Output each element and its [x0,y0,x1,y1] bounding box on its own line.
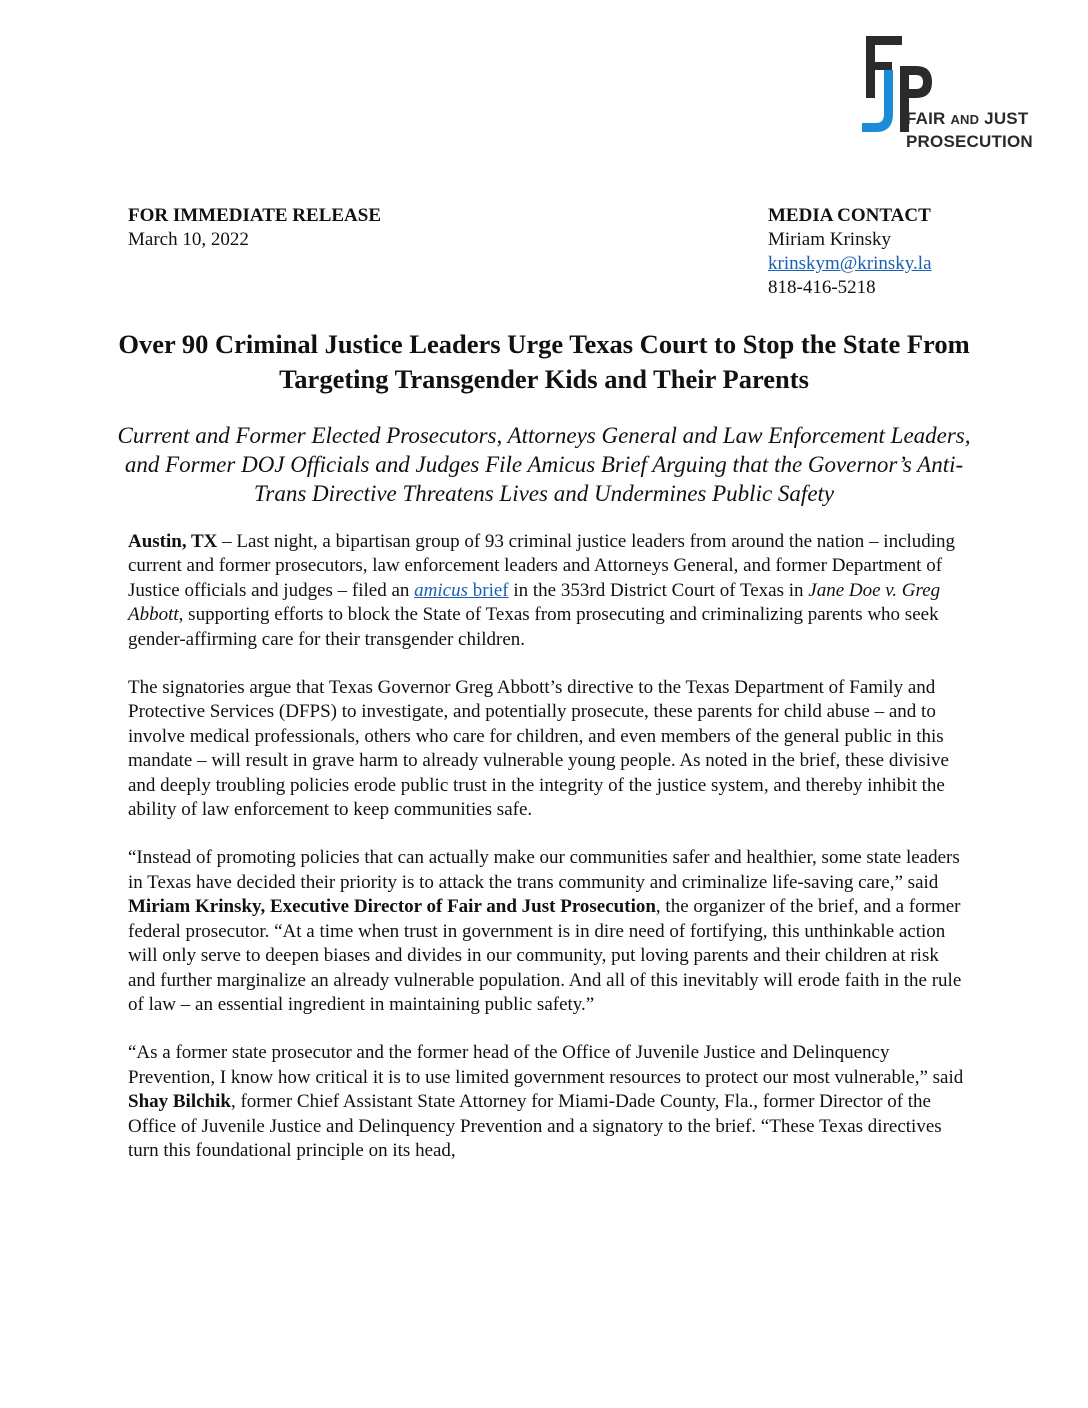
p4-text-b: , former Chief Assistant State Attorney for Miami-Dade County, Fla., former Director of the Office of Juvenile Justice and Delinquency Prevention and a signatory to the brief. “These Texas directives turn this foundational principle on its head, [128,1091,942,1161]
p4-speaker: Shay Bilchik [128,1091,231,1113]
paragraph-2: The signatories argue that Texas Governor Greg Abbott’s directive to the Texas Department of Family and Protective Services (DFPS) to investigate, and potentially prosecute, these parents for child abuse – and to involve medical professionals, others who care for children, and even members of the general public in this mandate – will result in grave harm to already vulnerable young people. As noted in the brief, these divisive and deeply troubling policies erode public trust in the integrity of the justice system, and thereby inhibit the ability of law enforcement to keep communities safe. [128,677,949,821]
article-body [128,530,970,1187]
amicus-brief-link[interactable] [414,580,508,601]
p1-text-c: , supporting efforts to block the State of Texas from prosecuting and criminalizing parents who seek gender-affirming care for their transgender children. [128,604,939,650]
p1-text-a: – Last night, a bipartisan group of 93 criminal justice leaders from around the nation – including current and former prosecutors, law enforcement leaders and Attorneys General, and former Department of Justice officials and judges – filed an [128,531,956,601]
media-contact-label: MEDIA CONTACT [768,205,931,226]
amicus-brief-link-rest: brief [468,579,509,601]
dateline: Austin, TX [128,531,218,552]
release-date: March 10, 2022 [128,229,249,250]
logo-just: JUST [984,109,1029,128]
paragraph-4 [128,1041,970,1163]
logo-wordmark [906,108,1033,153]
p1-text-b: in the 353rd District Court of Texas in [508,579,809,601]
media-contact [768,204,932,300]
release-info [128,204,381,252]
fjp-logo [862,36,1058,156]
p3-text-a: “Instead of promoting policies that can actually make our communities safer and healthier, some state leaders in Texas have decided their priority is to attack the trans community and criminalize life-saving care,” said [128,847,960,893]
p3-text-b: , the organizer of the brief, and a former federal prosecutor. “At a time when trust in government is in dire need of fortifying, this unthinkable action will only serve to deepen biases and divides in our community, put loving parents and their children at risk and further marginalize an already vulnerable population. And all of this inevitably will erode faith in the rule of law – an essential ingredient in maintaining public safety.” [128,896,962,1015]
media-contact-name: Miriam Krinsky [768,229,891,250]
logo-fair: FAIR [906,109,946,128]
paragraph-1 [128,530,970,652]
logo-and: AND [950,112,980,127]
media-contact-phone: 818-416-5218 [768,277,876,298]
p4-text-a: “As a former state prosecutor and the former head of the Office of Juvenile Justice and Delinquency Prevention, I know how critical it is to use limited government resources to protect our most vulnerable,” said [128,1042,964,1088]
case-name: Jane Doe v. Greg Abbott [128,579,941,626]
subheadline: Current and Former Elected Prosecutors, Attorneys General and Law Enforcement Leaders, and Former DOJ Officials and Judges File Amicus Brief Arguing that the Governor’s Anti-Trans Directive Threatens Lives and Undermines Public Safety [117,423,971,506]
headline: Over 90 Criminal Justice Leaders Urge Texas Court to Stop the State From Targeting Transgender Kids and Their Parents [118,329,970,394]
paragraph-3 [128,846,970,1017]
logo-prosecution: PROSECUTION [906,132,1033,151]
p3-speaker: Miriam Krinsky, Executive Director of Fair and Just Prosecution [128,896,656,918]
release-label: FOR IMMEDIATE RELEASE [128,205,382,226]
amicus-brief-link-italic: amicus [414,579,468,601]
media-contact-email-link[interactable]: krinskym@krinsky.la [768,253,932,274]
